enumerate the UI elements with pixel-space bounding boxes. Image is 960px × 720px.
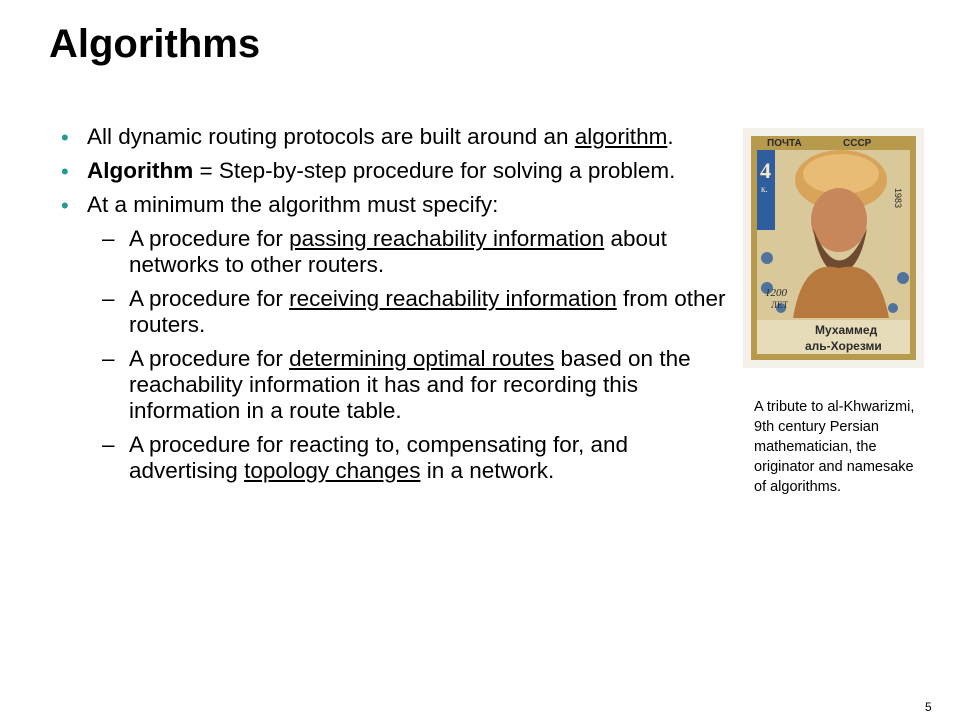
- sub-bullet-text: in a network.: [420, 458, 555, 483]
- bullet-text: .: [667, 124, 674, 149]
- dash-marker: –: [102, 432, 115, 457]
- sub-bullet-underlined-term: passing reachability information: [289, 226, 605, 251]
- stamp-name-line1: Мухаммед: [815, 323, 878, 337]
- dash-marker: –: [102, 286, 115, 311]
- sub-bullet-text: based on the reachability information it has and for recording this information in a route table.: [129, 346, 691, 423]
- stamp-name-line2: аль-Хорезми: [805, 339, 882, 353]
- bullet-list: [62, 124, 732, 492]
- stamp-value-text: 4: [760, 158, 771, 183]
- sub-bullet-underlined-term: receiving reachability information: [289, 286, 617, 311]
- stamp-value-unit: к.: [761, 184, 768, 194]
- postage-stamp-image: [743, 128, 924, 368]
- sub-bullet-text: A procedure for: [129, 286, 290, 311]
- bullet-dot-icon: •: [61, 125, 69, 150]
- sub-bullet-underlined-term: topology changes: [244, 458, 421, 483]
- slide-title: Algorithms: [49, 22, 261, 66]
- bullet-item: [62, 124, 732, 150]
- sub-bullet-text: A procedure for reacting to, compensating for, and advertising: [129, 432, 629, 483]
- sub-bullet-underlined-term: determining optimal routes: [289, 346, 555, 371]
- sub-bullet-text: about networks to other routers.: [129, 226, 667, 277]
- stamp-anniversary-word: ЛЕТ: [771, 300, 789, 310]
- bullet-text: = Step-by-step procedure for solving a problem.: [193, 158, 676, 183]
- sub-bullet-item: [62, 286, 732, 338]
- bullet-item: [62, 158, 732, 184]
- sub-bullet-item: [62, 346, 732, 424]
- page-number: 5: [925, 700, 932, 714]
- dash-marker: –: [102, 346, 115, 371]
- stamp-year-text: 1983: [893, 188, 903, 209]
- stamp-top-left-text: ПОЧТА: [767, 138, 802, 149]
- sub-bullet-item: [62, 226, 732, 278]
- bullet-text: All dynamic routing protocols are built around an: [87, 124, 575, 149]
- stamp-anniversary-number: 1200: [765, 287, 787, 299]
- sub-bullet-item: [62, 432, 732, 484]
- dash-marker: –: [102, 226, 115, 251]
- stamp-top-right-text: СССР: [843, 138, 872, 149]
- bullet-text: At a minimum the algorithm must specify:: [87, 192, 499, 217]
- stamp-caption: A tribute to al-Khwarizmi, 9th century Persian mathematician, the originator and namesake of algorithms.: [754, 399, 915, 495]
- sub-bullet-text: from other routers.: [129, 286, 726, 337]
- sub-bullet-text: A procedure for: [129, 226, 290, 251]
- bullet-underlined-term: algorithm: [574, 124, 668, 149]
- bullet-item: [62, 192, 732, 218]
- bullet-dot-icon: •: [61, 193, 69, 218]
- bullet-bold-term: Algorithm: [87, 158, 194, 183]
- sub-bullet-text: A procedure for: [129, 346, 290, 371]
- bullet-dot-icon: •: [61, 159, 69, 184]
